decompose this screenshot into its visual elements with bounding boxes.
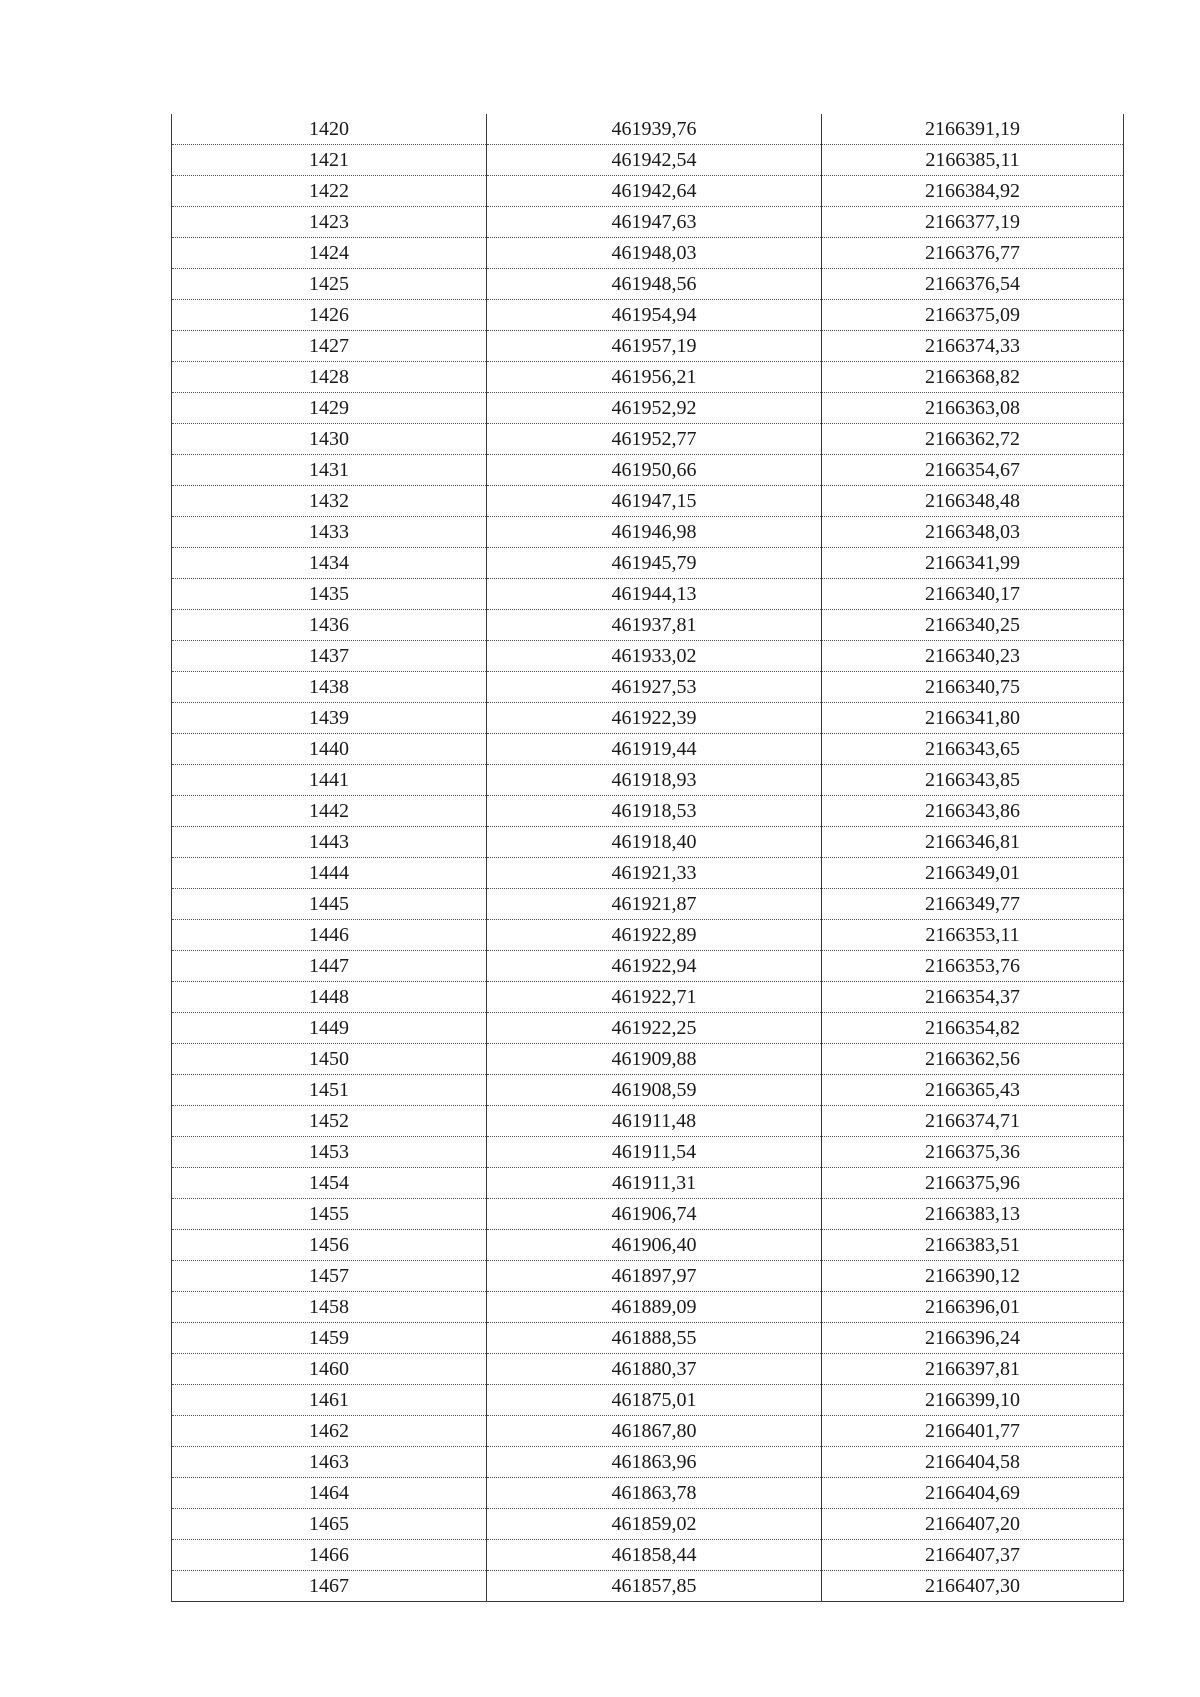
table-row (172, 1137, 1124, 1168)
point-number-cell: 1444 (172, 858, 487, 889)
x-coordinate-cell: 461911,31 (487, 1168, 822, 1199)
table-row (172, 610, 1124, 641)
x-coordinate-cell: 461867,80 (487, 1416, 822, 1447)
point-number-cell: 1456 (172, 1230, 487, 1261)
point-number-cell: 1422 (172, 176, 487, 207)
point-number-cell: 1449 (172, 1013, 487, 1044)
point-number-cell: 1439 (172, 703, 487, 734)
y-coordinate-cell: 2166407,30 (822, 1571, 1124, 1602)
y-coordinate-cell: 2166404,69 (822, 1478, 1124, 1509)
y-coordinate-cell: 2166383,13 (822, 1199, 1124, 1230)
table-row (172, 1075, 1124, 1106)
point-number-cell: 1447 (172, 951, 487, 982)
point-number-cell: 1421 (172, 145, 487, 176)
table-row (172, 1199, 1124, 1230)
y-coordinate-cell: 2166343,85 (822, 765, 1124, 796)
x-coordinate-cell: 461858,44 (487, 1540, 822, 1571)
point-number-cell: 1467 (172, 1571, 487, 1602)
table-row (172, 207, 1124, 238)
y-coordinate-cell: 2166404,58 (822, 1447, 1124, 1478)
point-number-cell: 1432 (172, 486, 487, 517)
x-coordinate-cell: 461906,40 (487, 1230, 822, 1261)
point-number-cell: 1427 (172, 331, 487, 362)
x-coordinate-cell: 461921,33 (487, 858, 822, 889)
x-coordinate-cell: 461939,76 (487, 114, 822, 145)
point-number-cell: 1440 (172, 734, 487, 765)
point-number-cell: 1454 (172, 1168, 487, 1199)
y-coordinate-cell: 2166397,81 (822, 1354, 1124, 1385)
x-coordinate-cell: 461908,59 (487, 1075, 822, 1106)
y-coordinate-cell: 2166384,92 (822, 176, 1124, 207)
x-coordinate-cell: 461911,48 (487, 1106, 822, 1137)
x-coordinate-cell: 461933,02 (487, 641, 822, 672)
table-row (172, 331, 1124, 362)
table-row (172, 920, 1124, 951)
y-coordinate-cell: 2166391,19 (822, 114, 1124, 145)
table-row (172, 1509, 1124, 1540)
table-row (172, 1416, 1124, 1447)
table-row (172, 734, 1124, 765)
y-coordinate-cell: 2166401,77 (822, 1416, 1124, 1447)
point-number-cell: 1455 (172, 1199, 487, 1230)
point-number-cell: 1441 (172, 765, 487, 796)
x-coordinate-cell: 461897,97 (487, 1261, 822, 1292)
x-coordinate-cell: 461952,92 (487, 393, 822, 424)
table-row (172, 1013, 1124, 1044)
point-number-cell: 1438 (172, 672, 487, 703)
x-coordinate-cell: 461909,88 (487, 1044, 822, 1075)
y-coordinate-cell: 2166340,23 (822, 641, 1124, 672)
point-number-cell: 1466 (172, 1540, 487, 1571)
point-number-cell: 1465 (172, 1509, 487, 1540)
table-row (172, 1044, 1124, 1075)
y-coordinate-cell: 2166343,86 (822, 796, 1124, 827)
y-coordinate-cell: 2166376,77 (822, 238, 1124, 269)
point-number-cell: 1435 (172, 579, 487, 610)
point-number-cell: 1430 (172, 424, 487, 455)
table-row (172, 951, 1124, 982)
table-row (172, 889, 1124, 920)
point-number-cell: 1452 (172, 1106, 487, 1137)
y-coordinate-cell: 2166365,43 (822, 1075, 1124, 1106)
point-number-cell: 1458 (172, 1292, 487, 1323)
x-coordinate-cell: 461954,94 (487, 300, 822, 331)
table-row (172, 1323, 1124, 1354)
point-number-cell: 1426 (172, 300, 487, 331)
point-number-cell: 1436 (172, 610, 487, 641)
y-coordinate-cell: 2166377,19 (822, 207, 1124, 238)
point-number-cell: 1463 (172, 1447, 487, 1478)
point-number-cell: 1460 (172, 1354, 487, 1385)
x-coordinate-cell: 461942,64 (487, 176, 822, 207)
x-coordinate-cell: 461950,66 (487, 455, 822, 486)
y-coordinate-cell: 2166348,48 (822, 486, 1124, 517)
point-number-cell: 1442 (172, 796, 487, 827)
x-coordinate-cell: 461957,19 (487, 331, 822, 362)
point-number-cell: 1424 (172, 238, 487, 269)
y-coordinate-cell: 2166374,33 (822, 331, 1124, 362)
y-coordinate-cell: 2166341,99 (822, 548, 1124, 579)
x-coordinate-cell: 461937,81 (487, 610, 822, 641)
table-row (172, 579, 1124, 610)
table-row (172, 1447, 1124, 1478)
y-coordinate-cell: 2166349,01 (822, 858, 1124, 889)
point-number-cell: 1461 (172, 1385, 487, 1416)
x-coordinate-cell: 461918,53 (487, 796, 822, 827)
x-coordinate-cell: 461945,79 (487, 548, 822, 579)
x-coordinate-cell: 461889,09 (487, 1292, 822, 1323)
table-row (172, 1292, 1124, 1323)
y-coordinate-cell: 2166407,20 (822, 1509, 1124, 1540)
table-row (172, 641, 1124, 672)
x-coordinate-cell: 461947,63 (487, 207, 822, 238)
x-coordinate-cell: 461942,54 (487, 145, 822, 176)
point-number-cell: 1451 (172, 1075, 487, 1106)
x-coordinate-cell: 461921,87 (487, 889, 822, 920)
table-row (172, 517, 1124, 548)
table-row (172, 362, 1124, 393)
point-number-cell: 1457 (172, 1261, 487, 1292)
y-coordinate-cell: 2166390,12 (822, 1261, 1124, 1292)
table-row (172, 1385, 1124, 1416)
table-row (172, 982, 1124, 1013)
x-coordinate-cell: 461863,78 (487, 1478, 822, 1509)
y-coordinate-cell: 2166343,65 (822, 734, 1124, 765)
x-coordinate-cell: 461927,53 (487, 672, 822, 703)
y-coordinate-cell: 2166354,37 (822, 982, 1124, 1013)
table-row (172, 393, 1124, 424)
point-number-cell: 1445 (172, 889, 487, 920)
table-row (172, 238, 1124, 269)
point-number-cell: 1434 (172, 548, 487, 579)
y-coordinate-cell: 2166385,11 (822, 145, 1124, 176)
table-row (172, 1354, 1124, 1385)
point-number-cell: 1446 (172, 920, 487, 951)
x-coordinate-cell: 461919,44 (487, 734, 822, 765)
coordinates-table-body (172, 114, 1124, 1602)
x-coordinate-cell: 461956,21 (487, 362, 822, 393)
table-row (172, 176, 1124, 207)
table-row (172, 114, 1124, 145)
y-coordinate-cell: 2166346,81 (822, 827, 1124, 858)
x-coordinate-cell: 461922,94 (487, 951, 822, 982)
table-row (172, 269, 1124, 300)
table-row (172, 1261, 1124, 1292)
x-coordinate-cell: 461859,02 (487, 1509, 822, 1540)
y-coordinate-cell: 2166341,80 (822, 703, 1124, 734)
table-row (172, 424, 1124, 455)
y-coordinate-cell: 2166340,17 (822, 579, 1124, 610)
point-number-cell: 1464 (172, 1478, 487, 1509)
y-coordinate-cell: 2166376,54 (822, 269, 1124, 300)
x-coordinate-cell: 461880,37 (487, 1354, 822, 1385)
table-row (172, 486, 1124, 517)
point-number-cell: 1431 (172, 455, 487, 486)
point-number-cell: 1462 (172, 1416, 487, 1447)
point-number-cell: 1423 (172, 207, 487, 238)
y-coordinate-cell: 2166353,76 (822, 951, 1124, 982)
y-coordinate-cell: 2166383,51 (822, 1230, 1124, 1261)
y-coordinate-cell: 2166399,10 (822, 1385, 1124, 1416)
point-number-cell: 1425 (172, 269, 487, 300)
table-row (172, 1106, 1124, 1137)
x-coordinate-cell: 461952,77 (487, 424, 822, 455)
y-coordinate-cell: 2166362,56 (822, 1044, 1124, 1075)
point-number-cell: 1428 (172, 362, 487, 393)
point-number-cell: 1429 (172, 393, 487, 424)
y-coordinate-cell: 2166375,96 (822, 1168, 1124, 1199)
x-coordinate-cell: 461946,98 (487, 517, 822, 548)
table-row (172, 145, 1124, 176)
table-row (172, 827, 1124, 858)
x-coordinate-cell: 461888,55 (487, 1323, 822, 1354)
x-coordinate-cell: 461922,71 (487, 982, 822, 1013)
y-coordinate-cell: 2166363,08 (822, 393, 1124, 424)
x-coordinate-cell: 461918,40 (487, 827, 822, 858)
y-coordinate-cell: 2166374,71 (822, 1106, 1124, 1137)
x-coordinate-cell: 461922,25 (487, 1013, 822, 1044)
table-row (172, 1478, 1124, 1509)
y-coordinate-cell: 2166340,75 (822, 672, 1124, 703)
point-number-cell: 1433 (172, 517, 487, 548)
x-coordinate-cell: 461918,93 (487, 765, 822, 796)
table-row (172, 1230, 1124, 1261)
x-coordinate-cell: 461857,85 (487, 1571, 822, 1602)
y-coordinate-cell: 2166396,01 (822, 1292, 1124, 1323)
table-row (172, 672, 1124, 703)
x-coordinate-cell: 461922,39 (487, 703, 822, 734)
y-coordinate-cell: 2166362,72 (822, 424, 1124, 455)
y-coordinate-cell: 2166375,09 (822, 300, 1124, 331)
y-coordinate-cell: 2166396,24 (822, 1323, 1124, 1354)
point-number-cell: 1437 (172, 641, 487, 672)
x-coordinate-cell: 461863,96 (487, 1447, 822, 1478)
table-row (172, 1571, 1124, 1602)
point-number-cell: 1443 (172, 827, 487, 858)
table-row (172, 1168, 1124, 1199)
x-coordinate-cell: 461947,15 (487, 486, 822, 517)
y-coordinate-cell: 2166354,82 (822, 1013, 1124, 1044)
y-coordinate-cell: 2166353,11 (822, 920, 1124, 951)
point-number-cell: 1420 (172, 114, 487, 145)
point-number-cell: 1459 (172, 1323, 487, 1354)
y-coordinate-cell: 2166349,77 (822, 889, 1124, 920)
point-number-cell: 1450 (172, 1044, 487, 1075)
table-row (172, 548, 1124, 579)
table-row (172, 703, 1124, 734)
point-number-cell: 1453 (172, 1137, 487, 1168)
point-number-cell: 1448 (172, 982, 487, 1013)
coordinates-table (171, 114, 1124, 1602)
y-coordinate-cell: 2166348,03 (822, 517, 1124, 548)
y-coordinate-cell: 2166375,36 (822, 1137, 1124, 1168)
x-coordinate-cell: 461922,89 (487, 920, 822, 951)
y-coordinate-cell: 2166354,67 (822, 455, 1124, 486)
table-row (172, 765, 1124, 796)
y-coordinate-cell: 2166368,82 (822, 362, 1124, 393)
table-row (172, 455, 1124, 486)
x-coordinate-cell: 461944,13 (487, 579, 822, 610)
table-row (172, 858, 1124, 889)
x-coordinate-cell: 461911,54 (487, 1137, 822, 1168)
table-row (172, 300, 1124, 331)
y-coordinate-cell: 2166407,37 (822, 1540, 1124, 1571)
x-coordinate-cell: 461948,03 (487, 238, 822, 269)
y-coordinate-cell: 2166340,25 (822, 610, 1124, 641)
table-row (172, 796, 1124, 827)
table-row (172, 1540, 1124, 1571)
x-coordinate-cell: 461875,01 (487, 1385, 822, 1416)
x-coordinate-cell: 461906,74 (487, 1199, 822, 1230)
x-coordinate-cell: 461948,56 (487, 269, 822, 300)
